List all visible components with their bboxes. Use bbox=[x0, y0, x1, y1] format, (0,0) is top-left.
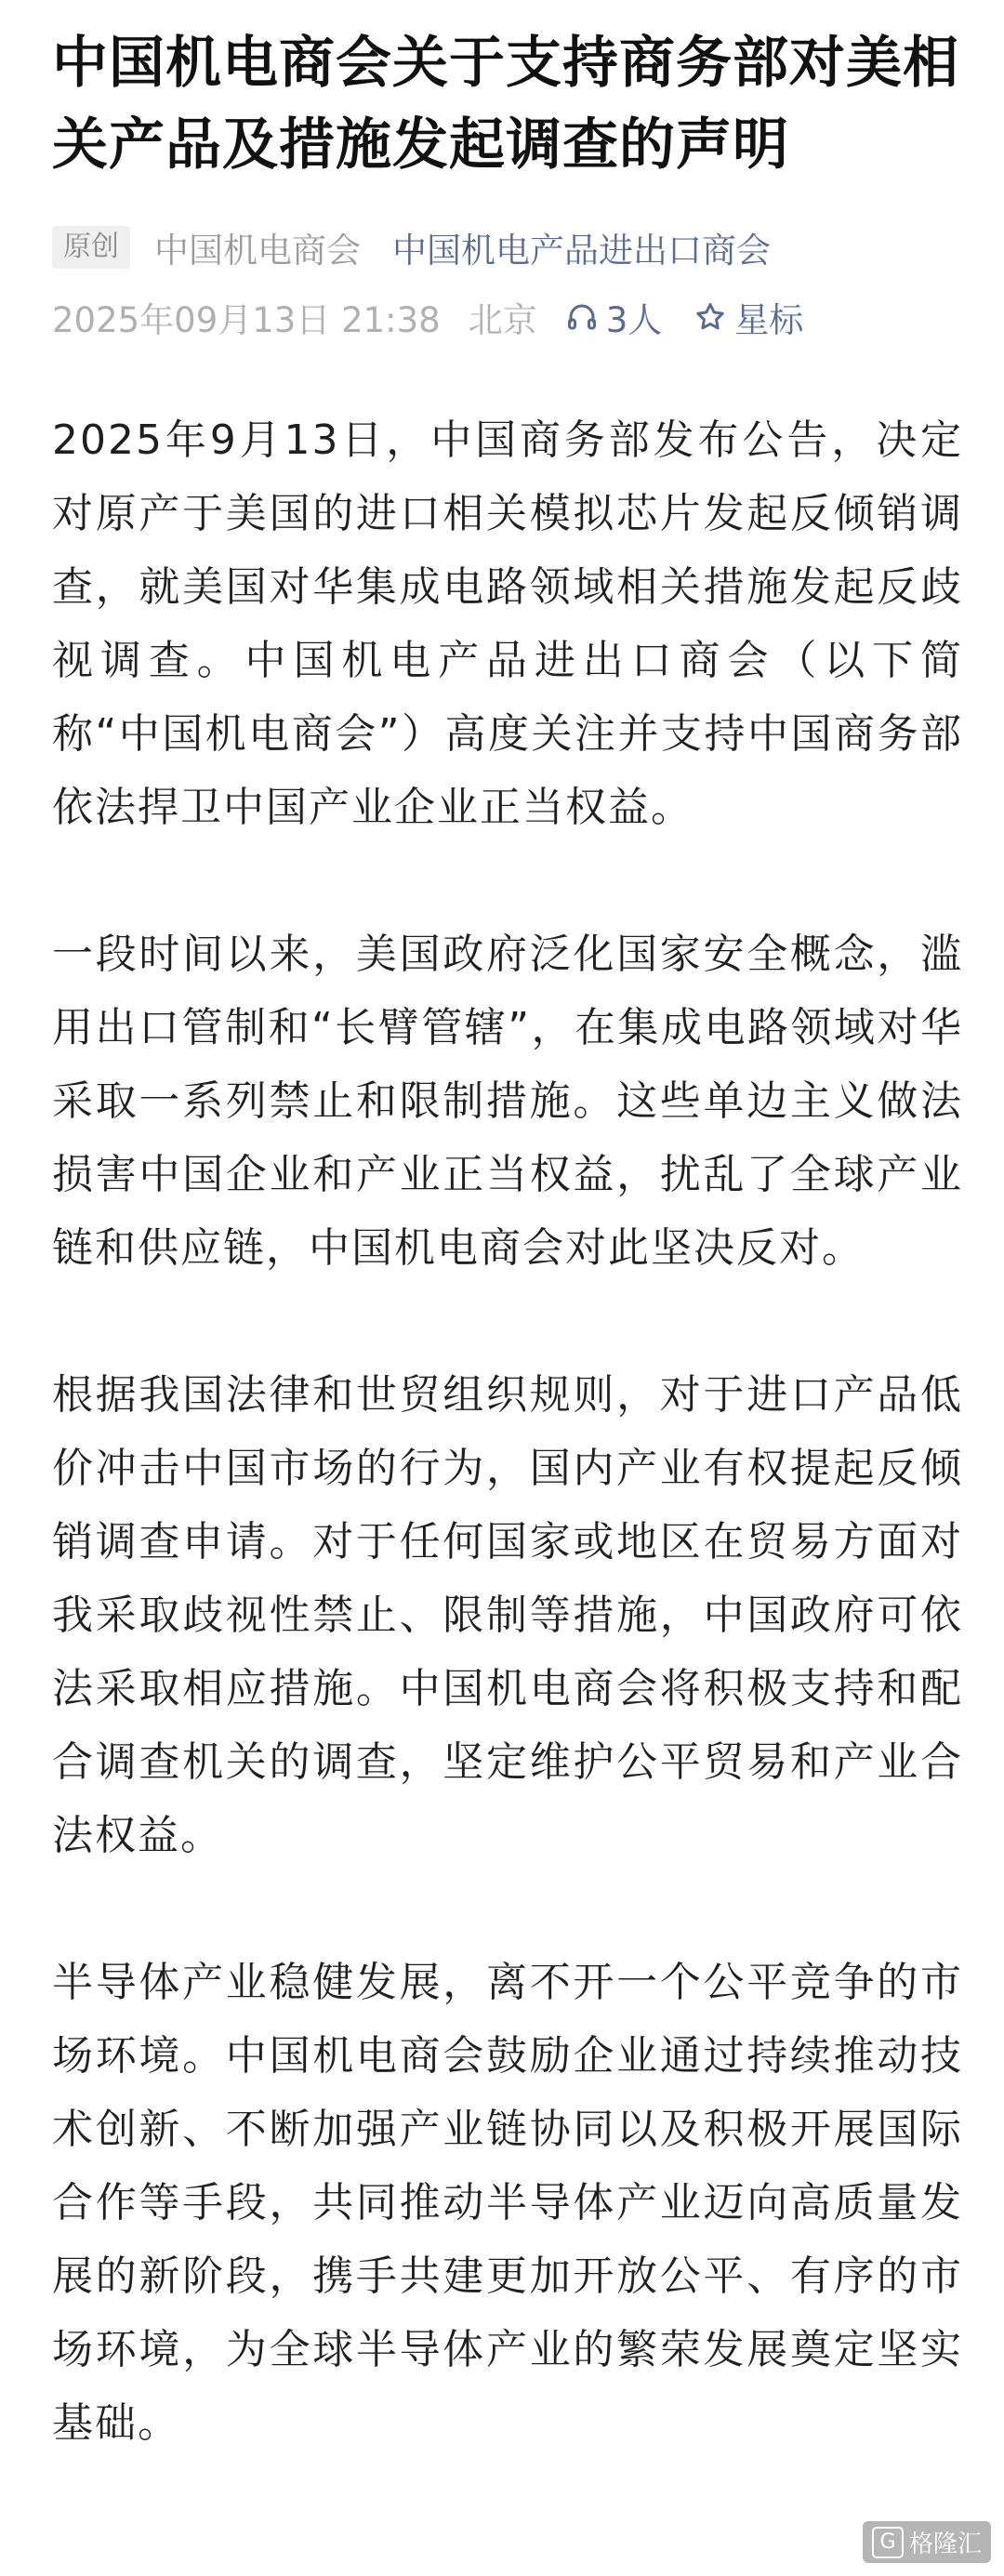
watermark bbox=[863, 2521, 991, 2563]
paragraph: 半导体产业稳健发展，离不开一个公平竞争的市场环境。中国机电商会鼓励企业通过持续推动技术创新、不断加强产业链协同以及积极开展国际合作等手段，共同推动半导体产业迈向高质量发展的新阶段，携手共建更加开放公平、有序的市场环境，为全球半导体产业的繁荣发展奠定坚实基础。 bbox=[52, 1959, 963, 2447]
star-icon bbox=[694, 300, 727, 334]
watermark-text: 格隆汇 bbox=[908, 2530, 982, 2558]
author-name: 中国机电商会 bbox=[154, 231, 361, 271]
listen-button[interactable] bbox=[565, 292, 663, 342]
account-link[interactable]: 中国机电产品进出口商会 bbox=[392, 231, 771, 271]
listener-count: 3人 bbox=[605, 300, 663, 340]
watermark-logo-icon: G bbox=[872, 2527, 904, 2558]
article-meta-info bbox=[52, 284, 963, 350]
star-label: 星标 bbox=[734, 300, 804, 340]
publish-date: 2025年09月13日 21:38 bbox=[52, 300, 441, 340]
original-badge: 原创 bbox=[52, 226, 130, 269]
paragraph: 一段时间以来，美国政府泛化国家安全概念，滥用出口管制和“长臂管辖”，在集成电路领域对华采取一系列禁止和限制措施。这些单边主义做法损害中国企业和产业正当权益，扰乱了全球产业链和供应链，中国机电商会对此坚决反对。 bbox=[52, 931, 963, 1272]
star-button[interactable] bbox=[694, 292, 803, 342]
article-title: 中国机电商会关于支持商务部对美相关产品及措施发起调查的声明 bbox=[52, 31, 959, 178]
paragraph: 2025年9月13日，中国商务部发布公告，决定对原产于美国的进口相关模拟芯片发起反倾销调查，就美国对华集成电路领域相关措施发起反歧视调查。中国机电产品进出口商会（以下简称“中国机电商会”）高度关注并支持中国商务部依法捍卫中国产业企业正当权益。 bbox=[52, 416, 963, 831]
publish-location: 北京 bbox=[468, 300, 537, 340]
paragraph: 根据我国法律和世贸组织规则，对于进口产品低价冲击中国市场的行为，国内产业有权提起反倾销调查申请。对于任何国家或地区在贸易方面对我采取歧视性禁止、限制等措施，中国政府可依法采取相应措施。中国机电商会将积极支持和配合调查机关的调查，坚定维护公平贸易和产业合法权益。 bbox=[52, 1371, 963, 1859]
article-body bbox=[52, 403, 963, 2460]
article-meta-source bbox=[52, 219, 963, 275]
article bbox=[52, 22, 963, 2533]
headphones-icon bbox=[565, 300, 599, 334]
